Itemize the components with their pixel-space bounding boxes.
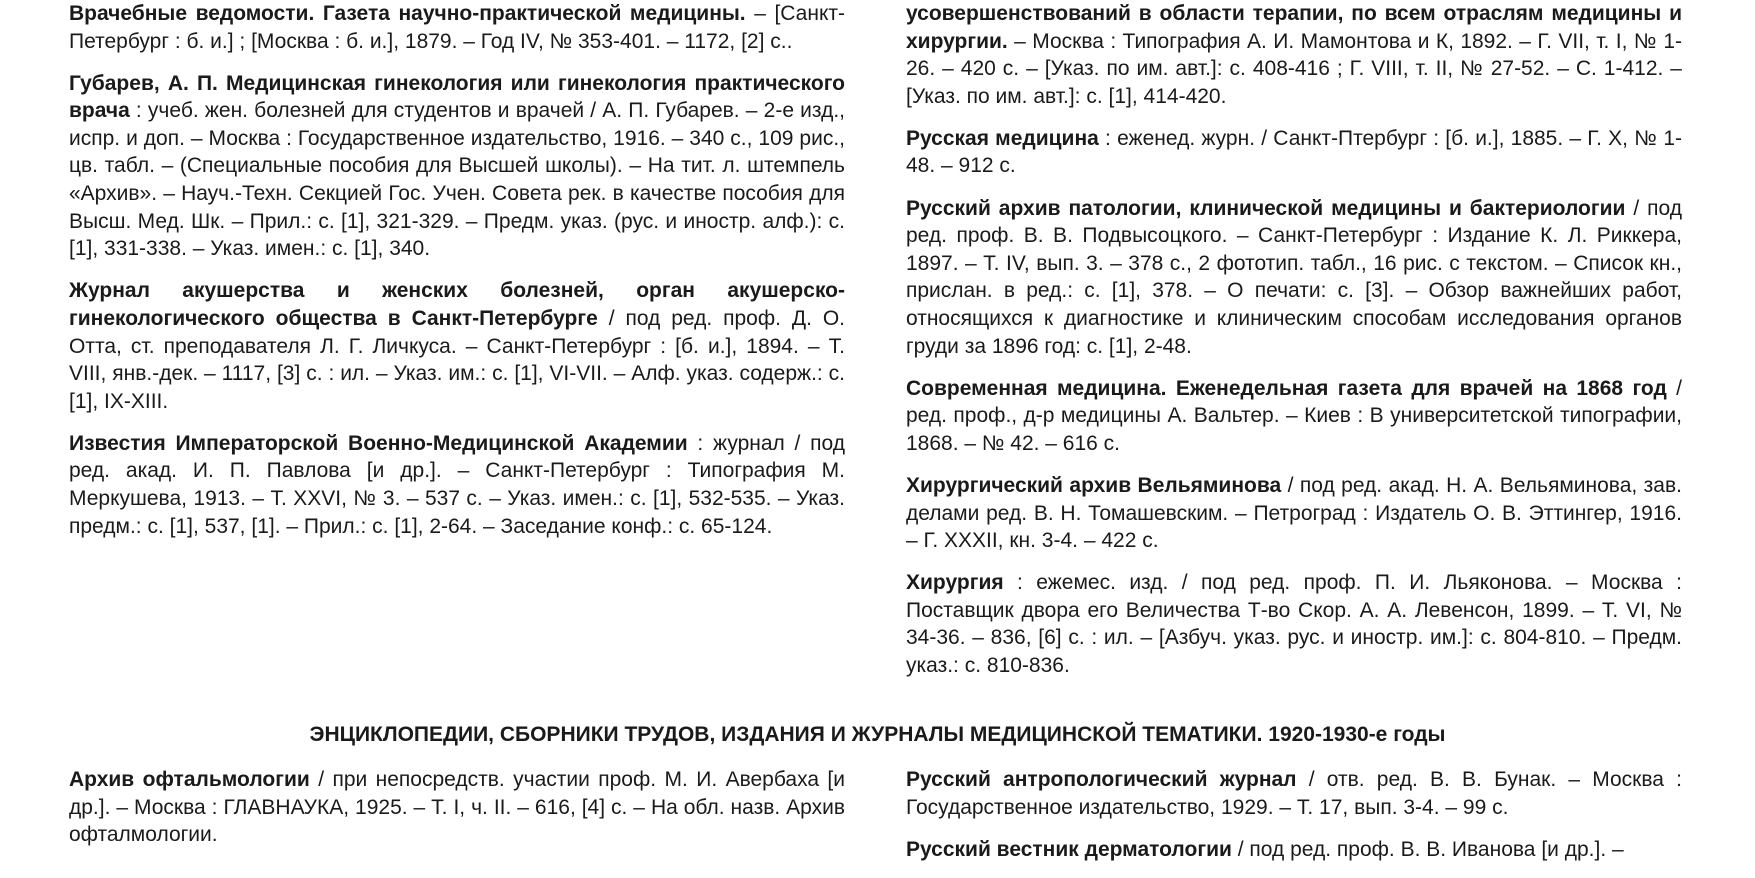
entry-title: усовершенствований в области терапии, по всем отраслям медицины и хирургии. xyxy=(906,2,1682,53)
bibliography-entry xyxy=(69,430,845,540)
entry-text: / под ред. проф. В. В. Иванова [и др.]. – xyxy=(1231,837,1624,861)
entry-title: Русская медицина xyxy=(906,126,1099,150)
section-heading: ЭНЦИКЛОПЕДИИ, СБОРНИКИ ТРУДОВ, ИЗДАНИЯ И ЖУРНАЛЫ МЕДИЦИНСКОЙ ТЕМАТИКИ. 1920-1930-е годы xyxy=(309,723,1446,746)
entry-title: Врачебные ведомости. Газета научно-практической медицины. xyxy=(69,2,746,25)
bibliography-entry xyxy=(69,70,845,263)
bibliography-entry xyxy=(69,277,845,415)
entry-title: Архив офтальмологии xyxy=(69,768,310,791)
entry-text: – [Санкт-Петербург : б. и.] ; [Москва : б. и.], 1879. – Год IV, № 353-401. – 1172, [2] с.. xyxy=(69,2,845,53)
bibliography-entry xyxy=(69,766,845,849)
entry-title: Хирургический архив Вельяминова xyxy=(906,473,1282,497)
entry-title: Русский вестник дерматологии xyxy=(906,837,1232,861)
entry-text: : учеб. жен. болезней для студентов и врачей / А. П. Губарев. – 2-е изд., испр. и доп. – Москва : Государственное издательство, 1916. – 340 с., 109 рис., цв. табл. – (Специальные пособия для Высшей школы). – На тит. л. штемпель «Архив». – Науч.-Техн. Секцией Гос. Учен. Совета рек. в качестве пособия для Высш. Мед. Шк. – Прил.: с. [1], 321-329. – Предм. указ. (рус. и иностр. алф.): с. [1], 331-338. – Указ. имен.: с. [1], 340. xyxy=(69,99,845,261)
entry-text: : еженед. журн. / Санкт-Птербург : [б. и.], 1885. – Г. X, № 1-48. – 912 с. xyxy=(906,126,1683,178)
entry-text: : ежемес. изд. / под ред. проф. П. И. Льяконова. – Москва : Поставщик двора его Величества Т-во Скор. А. А. Левенсон, 1899. – Т. VI, № 34-36. – 836, [6] с. : ил. – [Азбуч. указ. рус. и иностр. им.]: с. 804-810. – Предм. указ.: с. 810-836. xyxy=(906,571,1682,677)
entry-text: / при непосредств. участии проф. М. И. Авербаха [и др.]. – Москва : ГЛАВНАУКА, 1925. – Т. I, ч. II. – 616, [4] с. – На обл. назв. Архив офталмологии. xyxy=(69,768,846,847)
top-left-column xyxy=(69,0,845,555)
bibliography-entry xyxy=(69,0,845,55)
bibliography-entry xyxy=(906,569,1682,679)
entry-text: / ред. проф., д-р медицины А. Вальтер. – Киев : В университетской типографии, 1868. – № 42. – 616 с. xyxy=(906,376,1682,455)
entry-title: Известия Императорской Военно-Медицинской Академии xyxy=(69,431,688,455)
entry-text: – Москва : Типография А. И. Мамонтова и К, 1892. – Г. VII, т. I, № 1-26. – 420 с. – [Указ. по им. авт.]: с. 408-416 ; Г. VIII, т. II, № 27-52. – С. 1-412. – [Указ. по им. авт.]: с. [1], 414-420. xyxy=(906,29,1682,108)
bibliography-entry xyxy=(906,125,1682,180)
entry-text: : журнал / под ред. акад. И. П. Павлова [и др.]. – Санкт-Петербург : Типография М. Меркушева, 1913. – Т. XXVI, № 3. – 537 с. – Указ. имен.: с. [1], 532-535. – Указ. предм.: с. [1], 537, [1]. – Прил.: с. [1], 2-64. – Заседание конф.: с. 65-124. xyxy=(69,431,845,538)
bottom-left-column xyxy=(69,766,845,863)
bibliography-entry xyxy=(906,766,1682,821)
top-right-column xyxy=(906,0,1682,694)
entry-title: Губарев, А. П. Медицинская гинекология или гинекология практического врача xyxy=(69,71,845,123)
entry-text: / под ред. проф. В. В. Подвысоцкого. – Санкт-Петербург : Издание К. Л. Риккера, 1897. – Т. IV, вып. 3. – 378 с., 2 фототип. табл., 16 рис. с текстом. – Список кн., прислан. в ред.: с. [1], 378. – О печати: с. [3]. – Обзор важнейших работ, относящихся к диагностике и клиническим способам исследования органов груди за 1896 год: с. [1], 2-48. xyxy=(906,196,1682,358)
entry-title: Журнал акушерства и женских болезней, орган акушерско-гинекологического общества в Санкт-Петербурге xyxy=(69,279,845,330)
entry-text: / под ред. проф. Д. О. Отта, ст. преподавателя Л. Г. Личкуса. – Санкт-Петербург : [б. и.], 1894. – Т. VIII, янв.-дек. – 1117, [3] с. : ил. – Указ. им.: с. [1], VI-VII. – Алф. указ. содерж.: с. [1], IX-XIII. xyxy=(69,306,845,413)
bibliography-entry xyxy=(906,472,1682,555)
entry-title: Современная медицина. Еженедельная газета для врачей на 1868 год xyxy=(906,376,1667,400)
bibliography-entry xyxy=(906,836,1682,864)
bibliography-entry xyxy=(906,0,1682,110)
entry-title: Русский архив патологии, клинической медицины и бактериологии xyxy=(906,196,1626,220)
bibliography-entry xyxy=(906,195,1682,361)
bibliography-entry xyxy=(906,375,1682,458)
entry-text: / под ред. акад. Н. А. Вельяминова, зав. делами ред. В. Н. Томашевским. – Петроград : Издатель О. В. Эттингер, 1916. – Г. XXXII, кн. 3-4. – 422 с. xyxy=(906,473,1682,553)
entry-text: / отв. ред. В. В. Бунак. – Москва : Государственное издательство, 1929. – Т. 17, вып. 3-4. – 99 с. xyxy=(906,768,1682,819)
entry-title: Хирургия xyxy=(906,571,1004,595)
bottom-right-column xyxy=(906,766,1682,878)
entry-title: Русский антропологический журнал xyxy=(906,768,1297,791)
